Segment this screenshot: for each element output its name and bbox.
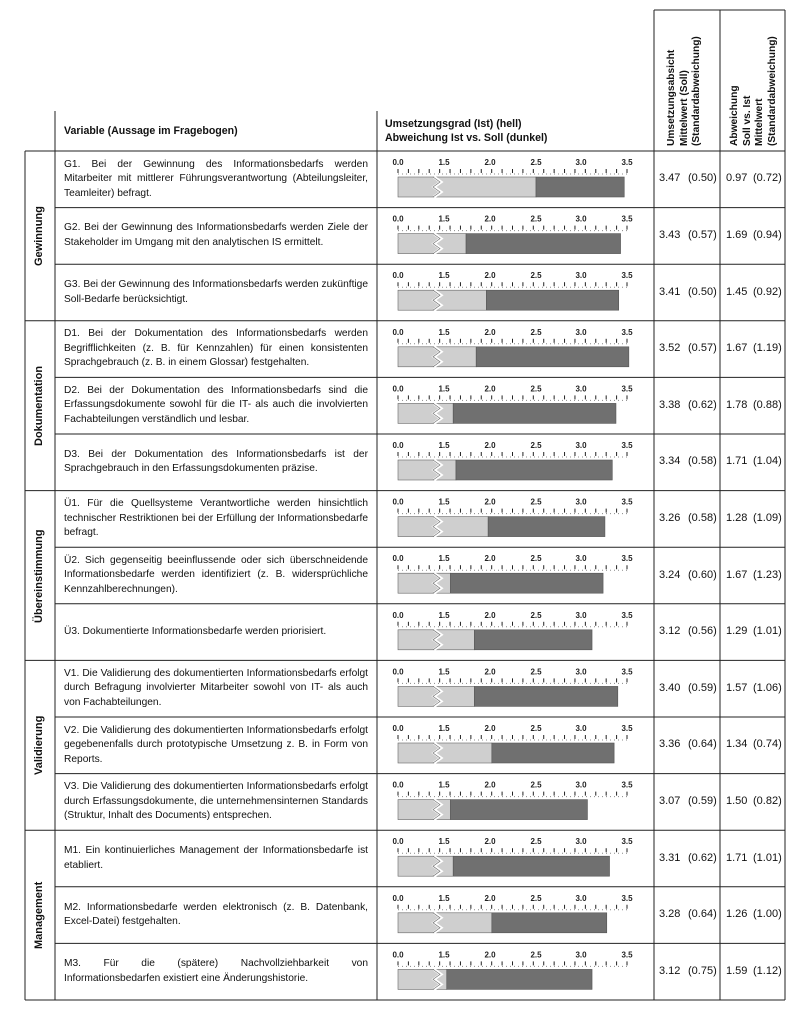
tick-label: 2.0: [484, 271, 496, 281]
abweichung-sd: (1.23): [753, 568, 782, 581]
soll-mean: 3.24: [659, 568, 681, 581]
tick-label: 3.5: [621, 724, 633, 733]
bar-ist: [398, 403, 453, 423]
group-label: Übereinstimmung: [33, 528, 45, 623]
tick-label: 2.5: [530, 497, 542, 507]
tick-label: 0.0: [392, 441, 404, 450]
tick-label: 3.5: [621, 497, 633, 507]
tick-label: 2.5: [530, 441, 542, 450]
statement-text: Ü3. Dokumentierte Informationsbedarfe werden priorisiert.: [64, 625, 327, 637]
soll-sd: (0.64): [688, 908, 717, 921]
tick-label: 1.5: [438, 158, 450, 167]
tick-label: 1.5: [438, 554, 450, 564]
soll-mean: 3.47: [659, 172, 681, 185]
soll-sd: (0.57): [688, 228, 717, 241]
statement-text: G2. Bei der Gewinnung des Informationsbedarfs werden Ziele der Stakeholder im Umgang mit den analytischen IS ermittelt.: [64, 222, 368, 248]
header-variable: Variable (Aussage im Fragebogen): [64, 125, 238, 137]
tick-label: 2.0: [484, 950, 496, 960]
abweichung-sd: (1.06): [753, 681, 782, 694]
tick-label: 2.5: [530, 158, 542, 167]
tick-label: 3.5: [621, 667, 633, 677]
abweichung-sd: (1.12): [753, 964, 782, 977]
tick-label: 0.0: [392, 780, 404, 790]
tick-label: 3.5: [621, 780, 633, 790]
tick-label: 1.5: [438, 610, 450, 620]
header-abw-line1: Abweichung: [729, 85, 740, 146]
tick-label: 0.0: [392, 554, 404, 564]
tick-label: 2.5: [530, 214, 542, 224]
soll-sd: (0.62): [688, 398, 717, 411]
tick-label: 3.5: [621, 554, 633, 564]
abweichung-mean: 1.50: [726, 794, 748, 807]
header-soll: [666, 36, 704, 146]
abweichung-sd: (0.72): [753, 172, 782, 185]
tick-label: 2.0: [484, 610, 496, 620]
header-abw-line2: Soll vs. Ist: [741, 95, 753, 146]
tick-label: 1.5: [438, 724, 450, 733]
abweichung-mean: 1.67: [726, 568, 748, 581]
statement-text: Ü2. Sich gegenseitig beeinflussende oder sich überschneidende Informationsbedarfe werden identifiziert (z. B. widersprüchliche Kennzahlberechnungen).: [64, 554, 368, 595]
tick-label: 0.0: [392, 497, 404, 507]
statement-text: D3. Bei der Dokumentation des Informationsbedarfs ist der Sprachgebrauch in den Erfassungsdokumenten präzise.: [64, 448, 368, 475]
tick-label: 0.0: [392, 327, 404, 337]
tick-label: 3.0: [575, 667, 587, 677]
tick-label: 2.5: [530, 667, 542, 677]
tick-label: 3.5: [621, 610, 633, 620]
tick-label: 3.0: [575, 441, 587, 450]
tick-label: 1.5: [438, 780, 450, 790]
soll-mean: 3.43: [659, 228, 681, 241]
bar-ist: [398, 856, 453, 876]
tick-label: 3.0: [575, 497, 587, 507]
group-label: Validierung: [33, 715, 45, 775]
header-chart-line1: Umsetzungsgrad (Ist) (hell): [385, 118, 522, 130]
tick-label: 3.5: [621, 271, 633, 281]
tick-label: 3.5: [621, 158, 633, 167]
abweichung-mean: 1.69: [726, 228, 748, 241]
tick-label: 3.0: [575, 327, 587, 337]
tick-label: 3.5: [621, 441, 633, 450]
statement-text: V2. Die Validierung des dokumentierten Informationsbedarfs erfolgt gegebenenfalls durch prototypische Umsetzung z. B. in Form von Reports.: [64, 724, 368, 765]
abweichung-sd: (0.88): [753, 398, 782, 411]
tick-label: 0.0: [392, 610, 404, 620]
soll-mean: 3.28: [659, 908, 681, 921]
statement-text: G3. Bei der Gewinnung des Informationsbedarfs werden zukünftige Soll-Bedarfe berücksichtigt.: [64, 279, 368, 305]
tick-label: 0.0: [392, 724, 404, 733]
tick-label: 2.0: [484, 214, 496, 224]
soll-mean: 3.52: [659, 342, 681, 355]
abweichung-sd: (1.01): [753, 625, 782, 638]
header-soll-line1: Umsetzungsabsicht: [666, 49, 677, 146]
soll-mean: 3.12: [659, 625, 681, 638]
statement-text: G1. Bei der Gewinnung des Informationsbedarfs werden Mitarbeiter mit mittlerer Führungsverantwortung (Abteilungsleiter, Teamleiter) befragt.: [64, 158, 368, 199]
tick-label: 3.0: [575, 271, 587, 281]
bar-abweichung: [450, 800, 587, 820]
tick-label: 2.5: [530, 780, 542, 790]
soll-mean: 3.31: [659, 851, 681, 864]
bar-abweichung: [453, 856, 609, 876]
abweichung-sd: (1.04): [753, 455, 782, 468]
tick-label: 0.0: [392, 158, 404, 167]
bar-abweichung: [476, 347, 629, 367]
soll-sd: (0.60): [688, 568, 717, 581]
abweichung-mean: 0.97: [726, 172, 748, 185]
soll-sd: (0.62): [688, 851, 717, 864]
tick-label: 1.5: [438, 893, 450, 903]
tick-label: 3.0: [575, 780, 587, 790]
tick-label: 2.0: [484, 554, 496, 564]
tick-label: 2.5: [530, 554, 542, 564]
bar-abweichung: [492, 913, 607, 933]
statement-text: M3. Für die (spätere) Nachvollziehbarkeit von Informationsbedarfen existiert eine Änderungshistorie.: [64, 958, 368, 984]
header-chart-line2: Abweichung Ist vs. Soll (dunkel): [385, 132, 548, 144]
abweichung-mean: 1.59: [726, 964, 748, 977]
tick-label: 3.5: [621, 214, 633, 224]
tick-label: 2.0: [484, 893, 496, 903]
tick-label: 3.5: [621, 384, 633, 394]
abweichung-sd: (0.92): [753, 285, 782, 298]
soll-mean: 3.26: [659, 511, 681, 524]
tick-label: 2.5: [530, 271, 542, 281]
tick-label: 0.0: [392, 384, 404, 394]
abweichung-mean: 1.78: [726, 398, 748, 411]
tick-label: 2.0: [484, 441, 496, 450]
group-label: Management: [33, 881, 45, 949]
soll-mean: 3.38: [659, 398, 681, 411]
tick-label: 0.0: [392, 893, 404, 903]
tick-label: 2.5: [530, 837, 542, 847]
tick-label: 1.5: [438, 667, 450, 677]
bar-ist: [398, 460, 456, 480]
soll-mean: 3.12: [659, 964, 681, 977]
group-label: Dokumentation: [33, 365, 45, 446]
bar-ist: [398, 743, 492, 763]
tick-label: 2.0: [484, 497, 496, 507]
tick-label: 3.0: [575, 158, 587, 167]
soll-sd: (0.50): [688, 285, 717, 298]
soll-sd: (0.56): [688, 625, 717, 638]
bar-ist: [398, 800, 450, 820]
abweichung-mean: 1.67: [726, 342, 748, 355]
bar-ist: [398, 177, 536, 197]
abweichung-sd: (0.82): [753, 794, 782, 807]
statement-text: D1. Bei der Dokumentation des Informationsbedarfs werden Begrifflichkeiten (z. B. für Kennzahlen) für einen konsistenten Sprachgebrauch (z. B. in einem Glossar) festgehalten.: [64, 328, 368, 369]
tick-label: 1.5: [438, 214, 450, 224]
soll-sd: (0.58): [688, 511, 717, 524]
tick-label: 3.0: [575, 950, 587, 960]
bar-abweichung: [456, 460, 612, 480]
abweichung-sd: (1.19): [753, 342, 782, 355]
bar-abweichung: [474, 630, 592, 650]
bar-abweichung: [486, 290, 618, 310]
header-abw-line4: (Standardabweichung): [766, 36, 778, 146]
abweichung-sd: (1.01): [753, 851, 782, 864]
soll-mean: 3.07: [659, 794, 681, 807]
tick-label: 1.5: [438, 441, 450, 450]
statement-text: M1. Ein kontinuierliches Management der Informationsbedarfe ist etabliert.: [64, 845, 368, 871]
abweichung-mean: 1.71: [726, 455, 748, 468]
bar-ist: [398, 290, 486, 310]
statement-text: Ü1. Für die Quellsysteme Verantwortliche werden hinsichtlich technischer Restriktionen bei der Erfüllung der Informationsbedarfe befragt.: [64, 498, 368, 539]
tick-label: 2.0: [484, 667, 496, 677]
abweichung-mean: 1.71: [726, 851, 748, 864]
tick-label: 0.0: [392, 214, 404, 224]
tick-label: 2.0: [484, 327, 496, 337]
bar-abweichung: [466, 234, 620, 254]
header-soll-line3: (Standardabweichung): [691, 36, 702, 146]
bar-abweichung: [450, 573, 603, 593]
tick-label: 0.0: [392, 950, 404, 960]
abweichung-sd: (0.74): [753, 738, 782, 751]
abweichung-mean: 1.57: [726, 681, 748, 694]
bar-abweichung: [447, 969, 592, 989]
abweichung-mean: 1.29: [726, 625, 748, 638]
tick-label: 2.0: [484, 384, 496, 394]
tick-label: 3.5: [621, 837, 633, 847]
tick-label: 1.5: [438, 950, 450, 960]
tick-label: 1.5: [438, 384, 450, 394]
statement-text: D2. Bei der Dokumentation des Informationsbedarfs sind die Erfassungsdokumente sowohl für die IT- als auch die involvierten Fachabteilungen verständlich und lesbar.: [64, 384, 368, 425]
tick-label: 2.5: [530, 384, 542, 394]
soll-sd: (0.64): [688, 738, 717, 751]
bar-ist: [398, 517, 488, 537]
tick-label: 3.0: [575, 893, 587, 903]
soll-mean: 3.40: [659, 681, 681, 694]
header-abw-line3: Mittelwert: [754, 98, 765, 146]
tick-label: 3.5: [621, 893, 633, 903]
abweichung-mean: 1.45: [726, 285, 748, 298]
tick-label: 2.0: [484, 837, 496, 847]
abweichung-mean: 1.34: [726, 738, 748, 751]
tick-label: 2.5: [530, 893, 542, 903]
statement-text: M2. Informationsbedarfe werden elektronisch (z. B. Datenbank, Excel-Datei) festgehalten.: [64, 901, 368, 928]
soll-sd: (0.75): [688, 964, 717, 977]
tick-label: 3.0: [575, 384, 587, 394]
soll-sd: (0.57): [688, 342, 717, 355]
bar-abweichung: [488, 517, 605, 537]
soll-sd: (0.59): [688, 794, 717, 807]
statement-text: V1. Die Validierung des dokumentierten Informationsbedarfs erfolgt durch Befragung involvierter Mitarbeiter sowohl von IT- als auch von Fachabteilungen.: [64, 667, 368, 708]
abweichung-mean: 1.26: [726, 908, 748, 921]
header-abweichung: [729, 36, 779, 146]
bar-abweichung: [536, 177, 624, 197]
bar-ist: [398, 913, 492, 933]
abweichung-sd: (1.00): [753, 908, 782, 921]
tick-label: 2.5: [530, 724, 542, 733]
group-label: Gewinnung: [33, 206, 45, 266]
tick-label: 2.0: [484, 780, 496, 790]
tick-label: 3.0: [575, 610, 587, 620]
tick-label: 1.5: [438, 497, 450, 507]
tick-label: 2.0: [484, 724, 496, 733]
tick-label: 2.5: [530, 950, 542, 960]
tick-label: 2.5: [530, 610, 542, 620]
tick-label: 3.0: [575, 837, 587, 847]
tick-label: 2.0: [484, 158, 496, 167]
tick-label: 3.0: [575, 724, 587, 733]
bar-abweichung: [492, 743, 614, 763]
bar-ist: [398, 573, 450, 593]
bar-abweichung: [453, 403, 616, 423]
tick-label: 3.5: [621, 327, 633, 337]
header-soll-line2: Mittelwert (Soll): [678, 70, 690, 146]
tick-label: 0.0: [392, 837, 404, 847]
tick-label: 3.5: [621, 950, 633, 960]
tick-label: 0.0: [392, 667, 404, 677]
tick-label: 1.5: [438, 327, 450, 337]
tick-label: 0.0: [392, 271, 404, 281]
statement-text: V3. Die Validierung des dokumentierten Informationsbedarfs erfolgt durch Erfassungsdokumente, die unternehmensinternen Standards (Struktur, Inhalt des Documents) entsprechen.: [64, 781, 368, 822]
abweichung-sd: (0.94): [753, 228, 782, 241]
soll-mean: 3.36: [659, 738, 681, 751]
soll-sd: (0.58): [688, 455, 717, 468]
tick-label: 1.5: [438, 837, 450, 847]
abweichung-sd: (1.09): [753, 511, 782, 524]
tick-label: 3.0: [575, 214, 587, 224]
tick-label: 3.0: [575, 554, 587, 564]
tick-label: 1.5: [438, 271, 450, 281]
tick-label: 2.5: [530, 327, 542, 337]
abweichung-mean: 1.28: [726, 511, 748, 524]
soll-sd: (0.50): [688, 172, 717, 185]
soll-sd: (0.59): [688, 681, 717, 694]
soll-mean: 3.34: [659, 455, 681, 468]
soll-mean: 3.41: [659, 285, 681, 298]
bar-abweichung: [474, 686, 617, 706]
